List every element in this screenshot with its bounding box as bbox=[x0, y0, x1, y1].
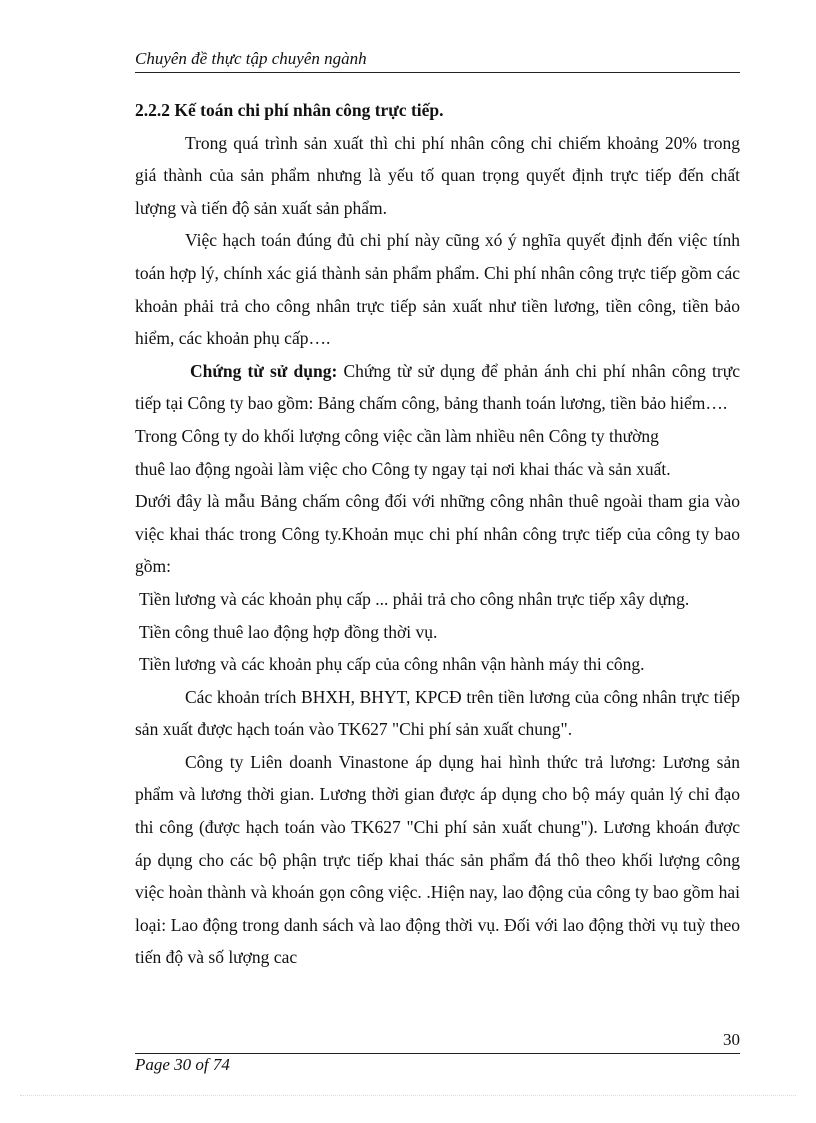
paragraph-4a: Trong Công ty do khối lượng công việc cần làm nhiều nên Công ty thường bbox=[135, 425, 659, 446]
paragraph-9: Các khoản trích BHXH, BHYT, KPCĐ trên tiền lương của công nhân trực tiếp sản xuất được hạch toán vào TK627 "Chi phí sản xuất chung". bbox=[135, 686, 740, 740]
footer-divider bbox=[135, 1053, 740, 1054]
paragraph-1: Trong quá trình sản xuất thì chi phí nhân công chỉ chiếm khoảng 20% trong giá thành của sản phẩm nhưng là yếu tố quan trọng quyết định trực tiếp đến chất lượng và tiến độ sản xuất sản phẩm. bbox=[135, 132, 740, 218]
documents-used-label: Chứng từ sử dụng: bbox=[190, 360, 338, 381]
list-item-machine-operators: Tiền lương và các khoản phụ cấp của công nhân vận hành máy thi công. bbox=[139, 654, 645, 675]
list-item-seasonal-labor: Tiền công thuê lao động hợp đồng thời vụ. bbox=[139, 621, 438, 642]
paragraph-10: Công ty Liên doanh Vinastone áp dụng hai hình thức trả lương: Lương sản phẩm và lương thời gian. Lương thời gian được áp dụng cho bộ máy quản lý chỉ đạo thi công (được hạch toán vào TK627 "Chi phí sản xuất chung"). Lương khoán được áp dụng cho các bộ phận trực tiếp khai thác sản phẩm đá thô theo khối lượng công việc hoàn thành và khoán gọn công việc. .Hiện nay, lao động của công ty bao gồm hai loại: Lao động trong danh sách và lao động thời vụ. Đối với lao động thời vụ tuỳ theo tiến độ và số lượng cac bbox=[135, 751, 740, 968]
paragraph-2: Việc hạch toán đúng đủ chi phí này cũng xó ý nghĩa quyết định đến việc tính toán hợp lý, chính xác giá thành sản phẩm phẩm. Chi phí nhân công trực tiếp gồm các khoản phải trả cho công nhân trực tiếp sản xuất như tiền lương, tiền công, tiền bảo hiểm, các khoản phụ cấp…. bbox=[135, 230, 740, 349]
section-heading: 2.2.2 Kế toán chi phí nhân công trực tiếp. bbox=[135, 100, 444, 120]
documents-used-text: Chứng từ sử dụng để phản ánh chi phí nhân công trực tiếp tại Công ty bao gồm: Bảng chấm công, bảng thanh toán lương, tiền bảo hiểm…. bbox=[135, 360, 740, 414]
paragraph-3 bbox=[135, 355, 740, 420]
page-header: Chuyên đề thực tập chuyên ngành bbox=[135, 48, 740, 73]
document-body bbox=[135, 94, 740, 974]
page-number: 30 bbox=[723, 1030, 740, 1049]
page-footer: Page 30 of 74 bbox=[135, 1055, 230, 1074]
page-bottom-dotted-rule bbox=[20, 1095, 796, 1096]
paragraph-4b: thuê lao động ngoài làm việc cho Công ty ngay tại nơi khai thác và sản xuất. bbox=[135, 458, 671, 479]
paragraph-5: Dưới đây là mẫu Bảng chấm công đối với những công nhân thuê ngoài tham gia vào việc khai thác trong Công ty.Khoản mục chi phí nhân công trực tiếp của công ty bao gồm: bbox=[135, 491, 740, 577]
list-item-wages: Tiền lương và các khoản phụ cấp ... phải trả cho công nhân trực tiếp xây dựng. bbox=[139, 588, 690, 609]
